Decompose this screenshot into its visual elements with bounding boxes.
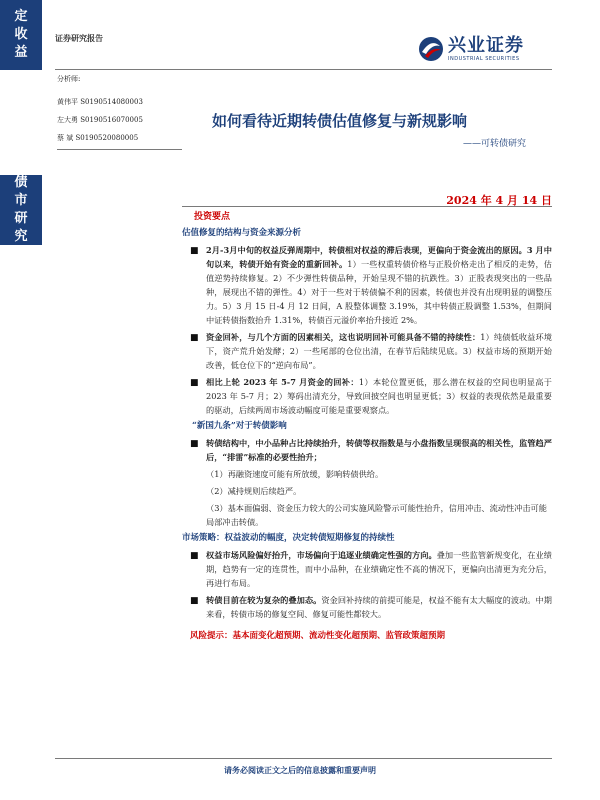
- bullet-lead: 转债结构中，中小品种占比持续抬升，转债等权指数是与小盘指数呈现很高的相关性，监管趋严后，“排雷”标准的必要性抬升；: [206, 438, 552, 462]
- bullet-point: [182, 330, 552, 372]
- side-tab-char: 市: [14, 193, 28, 208]
- risk-warning: 风险提示：基本面变化超预期、流动性变化超预期、监管政策超预期: [190, 631, 446, 641]
- bullet-icon: ■: [190, 439, 199, 449]
- report-date: 2024 年 4 月 14 日: [446, 194, 552, 207]
- date-divider: [182, 206, 552, 207]
- side-tab-fixed-income: [0, 0, 42, 70]
- report-type: 证券研究报告: [55, 34, 103, 43]
- sub-item: （1）再融资速度可能有所放缓，影响转债供给。: [206, 469, 384, 479]
- investment-highlights: [182, 208, 552, 643]
- bullet-icon: ■: [190, 246, 199, 256]
- side-tab-bond-research: [0, 175, 42, 245]
- logo-name-cn: 兴业证券: [448, 35, 524, 56]
- bullet-lead: 2月-3月中旬的权益反弹周期中，转债相对权益的滞后表现，更偏向于资金流出的原因。3 月中旬以来，转债开始有资金的重新回补。: [206, 245, 552, 269]
- bullet-lead: 权益市场风险偏好抬升，市场偏向于追逐业绩确定性强的方向。: [206, 550, 437, 560]
- sub-item: （3）基本面偏弱、资金压力较大的公司实施风险警示可能性抬升，信用冲击、流动性冲击可能局部冲击转债。: [206, 503, 547, 527]
- bullet-lead: 资金回补，与几个方面的因素相关，这也说明回补可能具备不错的持续性：: [206, 332, 481, 342]
- bullet-point: [182, 243, 552, 327]
- bullet-point: [182, 375, 552, 417]
- bullet-point: [182, 593, 552, 621]
- analyst-list: [57, 74, 182, 150]
- analyst-entry: 蔡 斌 S0190520080005: [57, 134, 139, 142]
- company-logo: [418, 36, 524, 62]
- part-title-valuation: 估值修复的结构与资金来源分析: [182, 228, 302, 238]
- analyst-divider: [57, 149, 182, 150]
- side-tab-char: 益: [14, 45, 28, 60]
- logo-mark-icon: [418, 36, 444, 62]
- bullet-icon: ■: [190, 378, 199, 388]
- bullet-lead: 相比上轮 2023 年 5-7 月资金的回补：: [206, 377, 359, 387]
- footer-divider: [55, 758, 552, 759]
- report-title: 如何看待近期转债估值修复与新规影响: [212, 112, 468, 130]
- header-divider: [55, 69, 552, 70]
- side-tab-char: 债: [14, 175, 28, 190]
- bullet-text: 资金回补持续的前提可能是，权益不能有太大幅度的波动。中期来看，转债市场的修复空间、修复可能性都较大。: [206, 595, 552, 619]
- bullet-icon: ■: [190, 551, 199, 561]
- report-subtitle: ——可转债研究: [463, 139, 527, 149]
- side-tab-char: 收: [14, 27, 28, 42]
- part-title-strategy: 市场策略：权益波动的幅度，决定转债短期修复的持续性: [182, 533, 395, 543]
- bullet-icon: ■: [190, 333, 199, 343]
- bullet-text: 1）本轮位置更低，那么潜在权益的空间也明显高于 2023 年 5-7 月；2）筹码出清充分，导致回披空间也明显更低；3）权益的表现依然是最重要的驱动，后续两周市场波动幅度可能是重要观察点。: [206, 377, 552, 415]
- analyst-entry: 黄伟平 S0190514080003: [57, 98, 143, 106]
- bullet-text: 叠加一些监管新规变化，在业绩期，趋势有一定的连贯性，而中小品种，在业绩确定性不高的情况下，更偏向出清更为充分后，再进行布局。: [206, 550, 552, 588]
- bullet-text: 1）一些权重转债价格与正股价格走出了相反的走势，估值逆势持续修复。2）不少弹性转债品种，开始呈现不错的抗跌性。3）正股表现突出的一些品种，展现出不错的弹性。4）对于一些对于转债偏不利的因素，转债也并没有出现明显的调整压力。5）3 月 15 日-4 月 12 日间，A 股整体调整 3.19%，其中转债正股调整 1.53%，但期间中证转债指数抬升 1.31%，转债百元溢价率抬升接近 2%。: [206, 259, 552, 325]
- side-tab-char: 定: [14, 9, 28, 24]
- bullet-icon: ■: [190, 596, 199, 606]
- disclaimer-footer: 请务必阅读正文之后的信息披露和重要声明: [224, 766, 376, 775]
- bullet-lead: 转债目前在较为复杂的叠加态。: [206, 595, 322, 605]
- part-title-new-rules: “新国九条”对于转债影响: [192, 421, 287, 431]
- logo-name-en: INDUSTRIAL SECURITIES: [448, 56, 520, 62]
- analyst-entry: 左大勇 S0190516070005: [57, 116, 143, 124]
- side-tab-char: 研: [14, 211, 28, 226]
- bullet-point: [182, 436, 552, 464]
- sub-item: （2）减持规则后续趋严。: [206, 486, 302, 496]
- section-title: 投资要点: [194, 212, 231, 222]
- bullet-text: 1）纯债低收益环境下，资产荒升始发酵；2）一些尾部的仓位出清，在春节后陆续见底。3）权益市场的预期开始改善，低仓位下的“逆向布局”。: [206, 332, 552, 370]
- analyst-label: 分析师:: [57, 75, 81, 83]
- bullet-point: [182, 548, 552, 590]
- side-tab-char: 究: [14, 229, 28, 244]
